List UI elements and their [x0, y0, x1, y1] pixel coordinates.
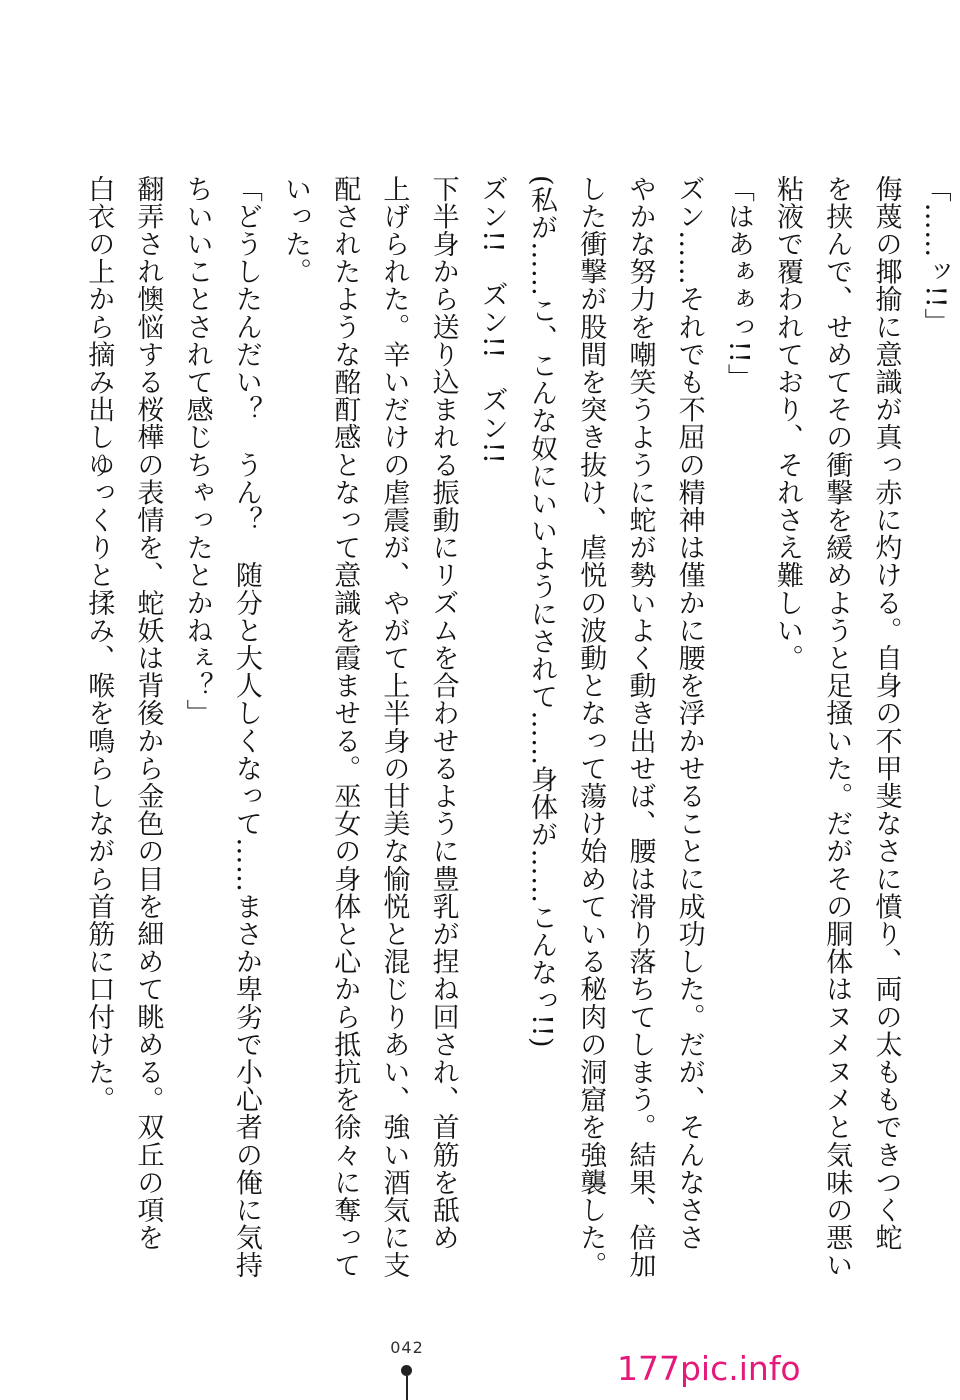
text-line-7: やかな努力を嘲笑うように蛇が勢いよく動き出せば、腰は滑り落ちてしまう。結果、倍加: [624, 175, 656, 1279]
text-line-10: ズン!! ズン!! ズン!!: [476, 175, 508, 465]
text-line-1: 「……ッ!!」: [919, 175, 951, 336]
text-line-17: 翻弄され懊悩する桜樺の表情を、蛇妖は背後から金色の目を細めて眺める。双丘の項を: [132, 175, 164, 1252]
text-line-3: を挟んで、せめてその衝撃を緩めようと足掻いた。だがその胴体はヌメヌメと気味の悪い: [821, 175, 853, 1279]
text-line-8: した衝撃が股間を突き抜け、虐悦の波動となって蕩け始めている秘肉の洞窟を強襲した。: [575, 175, 607, 1279]
text-line-9: (私が……こ、こんな奴にいいようにされて……身体が……こんなっ!!): [526, 175, 558, 1049]
text-line-14: いった。: [280, 175, 312, 286]
watermark-text: 177pic.info: [617, 1349, 801, 1388]
text-line-18: 白衣の上から摘み出しゆっくりと揉み、喉を鳴らしながら首筋に口付けた。: [83, 175, 115, 1114]
text-line-6: ズン……それでも不屈の精神は僅かに腰を浮かせることに成功した。だが、そんなささ: [673, 175, 705, 1252]
page-marker-dot: [401, 1365, 412, 1376]
vertical-text-block: [74, 175, 960, 1279]
text-line-16: ちいいことされて感じちゃったとかねぇ？」: [181, 175, 213, 727]
text-line-4: 粘液で覆われており、それさえ難しい。: [772, 175, 804, 672]
page-number: 042: [390, 1338, 424, 1357]
text-line-13: 配されたような酩酊感となって意識を霞ませる。巫女の身体と心から抵抗を徐々に奪って: [329, 175, 361, 1279]
text-line-11: 下半身から送り込まれる振動にリズムを合わせるように豊乳が捏ね回され、首筋を舐め: [427, 175, 459, 1252]
text-line-2: 侮蔑の揶揄に意識が真っ赤に灼ける。自身の不甲斐なさに憤り、両の太ももできつく蛇: [870, 175, 902, 1252]
text-line-12: 上げられた。辛いだけの虐震が、やがて上半身の甘美な愉悦と混じりあい、強い酒気に支: [378, 175, 410, 1279]
text-line-15: 「どうしたんだい？ うん？ 随分と大人しくなって……まさか卑劣で小心者の俺に気持: [230, 175, 262, 1279]
text-line-5: 「はあぁぁっ!!」: [722, 175, 754, 392]
page-marker-stem: [406, 1376, 408, 1400]
